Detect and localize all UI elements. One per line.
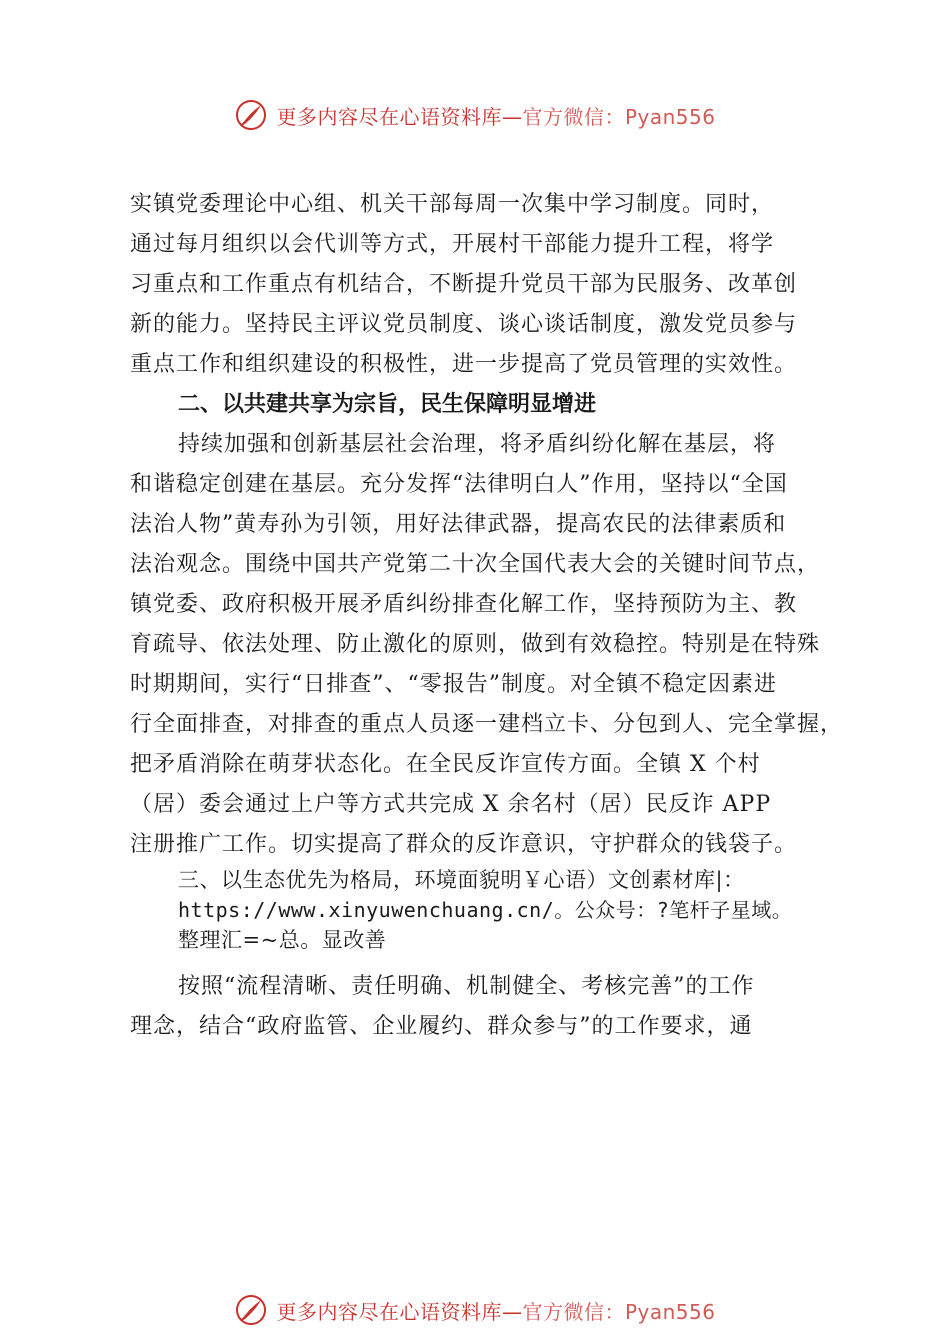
banner-text: 更多内容尽在心语资料库—官方微信：Pyan556 [276, 104, 716, 129]
paragraph-line: 实镇党委理论中心组、机关干部每周一次集中学习制度。同时， [130, 192, 775, 217]
paragraph-line: 行全面排查，对排查的重点人员逐一建档立卡、分包到人、完全掌握， [130, 712, 844, 737]
paragraph-line: 新的能力。坚持民主评议党员制度、谈心谈话制度，激发党员参与 [130, 312, 798, 337]
footer-watermark-banner [0, 1290, 950, 1330]
document-body [130, 185, 860, 1047]
paragraph-line: 通过每月组织以会代训等方式，开展村干部能力提升工程，将学 [130, 232, 775, 257]
header-watermark-banner [0, 95, 950, 135]
paragraph-line: 和谐稳定创建在基层。充分发挥“法律明白人”作用，坚持以“全国 [130, 472, 788, 497]
section-3-url-line: https://www.xinyuwenchuang.cn/。公众号：?笔杆子星域。 [178, 898, 793, 922]
quill-logo-icon [234, 98, 268, 132]
paragraph-line: 镇党委、政府积极开展矛盾纠纷排查化解工作，坚持预防为主、教 [130, 592, 798, 617]
section-heading-2: 二、以共建共享为宗旨，民生保障明显增进 [178, 392, 597, 417]
paragraph-line: 把矛盾消除在萌芽状态化。在全民反诈宣传方面。全镇 X 个村 [130, 752, 761, 777]
paragraph-line: （居）委会通过上户等方式共完成 X 余名村（居）民反诈 APP [130, 792, 772, 817]
paragraph-line: 法治观念。围绕中国共产党第二十次全国代表大会的关键时间节点， [130, 552, 821, 577]
paragraph-line: 育疏导、依法处理、防止激化的原则，做到有效稳控。特别是在特殊 [130, 632, 821, 657]
paragraph-line: 重点工作和组织建设的积极性，进一步提高了党员管理的实效性。 [130, 352, 798, 377]
banner-text: 更多内容尽在心语资料库—官方微信：Pyan556 [276, 1299, 716, 1324]
paragraph-line: 理念，结合“政府监管、企业履约、群众参与”的工作要求，通 [130, 1014, 753, 1039]
section-3-tail-line: 整理汇=~总。显改善 [178, 928, 387, 952]
paragraph-line: 按照“流程清晰、责任明确、机制健全、考核完善”的工作 [178, 974, 755, 999]
paragraph-line: 持续加强和创新基层社会治理，将矛盾纠纷化解在基层，将 [178, 432, 777, 457]
section-heading-3-line: 三、以生态优先为格局，环境面貌明￥心语）文创素材库|： [178, 868, 745, 892]
paragraph-line: 法治人物”黄寿孙为引领，用好法律武器，提高农民的法律素质和 [130, 512, 787, 537]
quill-logo-icon [234, 1293, 268, 1327]
paragraph-line: 习重点和工作重点有机结合，不断提升党员干部为民服务、改革创 [130, 272, 798, 297]
paragraph-line: 时期期间，实行“日排查”、“零报告”制度。对全镇不稳定因素进 [130, 672, 777, 697]
paragraph-line: 注册推广工作。切实提高了群众的反诈意识，守护群众的钱袋子。 [130, 832, 798, 857]
